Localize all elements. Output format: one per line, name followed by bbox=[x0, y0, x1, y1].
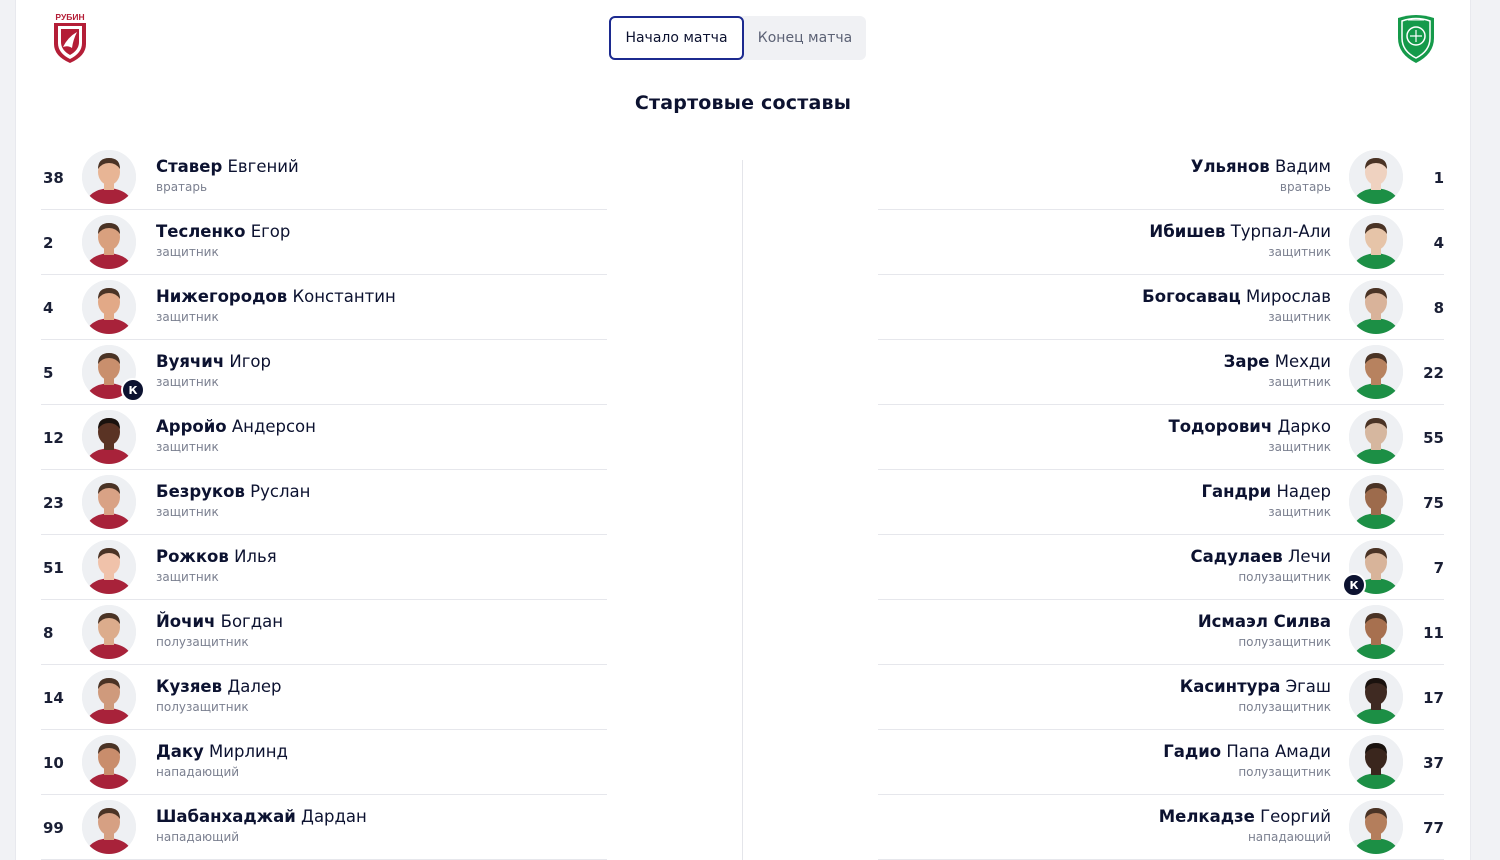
player-avatar[interactable] bbox=[82, 605, 136, 659]
player-first-name: Папа Амади bbox=[1226, 742, 1331, 761]
player-surname: Рожков bbox=[156, 547, 229, 566]
tab-match-start[interactable]: Начало матча bbox=[609, 16, 744, 60]
player-surname: Гадио bbox=[1163, 742, 1222, 761]
player-first-name: Андерсон bbox=[231, 417, 316, 436]
player-first-name: Константин bbox=[292, 287, 396, 306]
player-first-name: Эгаш bbox=[1285, 677, 1331, 696]
player-row[interactable] bbox=[878, 145, 1444, 210]
player-position: вратарь bbox=[156, 180, 208, 194]
player-number: 55 bbox=[1423, 429, 1444, 447]
player-position: защитник bbox=[156, 570, 219, 584]
player-avatar[interactable] bbox=[1349, 800, 1403, 854]
player-number: 12 bbox=[43, 429, 64, 447]
akhmat-crest-icon bbox=[1394, 12, 1438, 64]
player-first-name: Мирослав bbox=[1246, 287, 1331, 306]
player-first-name: Егор bbox=[250, 222, 291, 241]
player-avatar[interactable] bbox=[1349, 670, 1403, 724]
player-name[interactable] bbox=[1201, 482, 1331, 501]
player-number: 23 bbox=[43, 494, 64, 512]
player-number: 99 bbox=[43, 819, 64, 837]
player-surname: Шабанхаджай bbox=[156, 807, 296, 826]
player-avatar[interactable] bbox=[82, 735, 136, 789]
player-number: 1 bbox=[1433, 169, 1444, 187]
player-row[interactable] bbox=[41, 665, 607, 730]
player-row[interactable] bbox=[41, 405, 607, 470]
player-surname: Гандри bbox=[1201, 482, 1272, 501]
player-first-name: Руслан bbox=[250, 482, 311, 501]
player-name[interactable] bbox=[156, 352, 271, 371]
player-name[interactable] bbox=[1159, 807, 1331, 826]
player-name[interactable] bbox=[156, 612, 283, 631]
player-number: 51 bbox=[43, 559, 64, 577]
player-first-name: Вадим bbox=[1274, 157, 1331, 176]
player-first-name: Лечи bbox=[1287, 547, 1331, 566]
player-position: полузащитник bbox=[156, 700, 249, 714]
player-number: 11 bbox=[1423, 624, 1444, 642]
player-surname: Ставер bbox=[156, 157, 223, 176]
player-avatar[interactable] bbox=[1349, 150, 1403, 204]
player-row[interactable] bbox=[41, 340, 607, 405]
player-avatar[interactable] bbox=[82, 475, 136, 529]
player-avatar[interactable] bbox=[1349, 605, 1403, 659]
captain-badge: К bbox=[1342, 573, 1366, 597]
player-row[interactable] bbox=[878, 210, 1444, 275]
player-surname: Арройо bbox=[156, 417, 227, 436]
player-position: защитник bbox=[156, 310, 219, 324]
player-avatar[interactable] bbox=[1349, 475, 1403, 529]
home-lineup bbox=[41, 145, 607, 860]
player-first-name: Дардан bbox=[301, 807, 367, 826]
player-number: 14 bbox=[43, 689, 64, 707]
player-row[interactable] bbox=[41, 275, 607, 340]
player-row[interactable] bbox=[41, 795, 607, 860]
player-first-name: Мирлинд bbox=[209, 742, 288, 761]
player-avatar[interactable] bbox=[1349, 410, 1403, 464]
player-position: полузащитник bbox=[1238, 570, 1331, 584]
player-name[interactable] bbox=[156, 482, 310, 501]
player-position: защитник bbox=[156, 505, 219, 519]
player-name[interactable] bbox=[156, 157, 299, 176]
player-avatar[interactable] bbox=[1349, 345, 1403, 399]
player-position: защитник bbox=[1268, 245, 1331, 259]
player-first-name: Далер bbox=[227, 677, 282, 696]
captain-badge: К bbox=[121, 378, 145, 402]
player-name[interactable] bbox=[1191, 157, 1331, 176]
player-row[interactable] bbox=[41, 730, 607, 795]
player-first-name: Дарко bbox=[1277, 417, 1331, 436]
player-surname: Исмаэл Силва bbox=[1197, 612, 1331, 631]
player-position: защитник bbox=[1268, 375, 1331, 389]
player-first-name: Игор bbox=[229, 352, 271, 371]
player-avatar[interactable] bbox=[82, 410, 136, 464]
player-name[interactable] bbox=[1191, 547, 1331, 566]
player-row[interactable] bbox=[878, 600, 1444, 665]
player-row[interactable] bbox=[878, 405, 1444, 470]
player-surname: Йочич bbox=[156, 612, 216, 631]
player-row[interactable] bbox=[878, 730, 1444, 795]
player-position: нападающий bbox=[156, 830, 240, 844]
player-avatar[interactable] bbox=[82, 540, 136, 594]
section-title: Стартовые составы bbox=[634, 92, 852, 114]
player-row[interactable] bbox=[878, 665, 1444, 730]
player-position: защитник bbox=[156, 440, 219, 454]
player-name[interactable] bbox=[1149, 222, 1331, 241]
player-first-name: Илья bbox=[234, 547, 277, 566]
player-surname: Касинтура bbox=[1179, 677, 1281, 696]
player-number: 4 bbox=[43, 299, 54, 317]
player-position: вратарь bbox=[1279, 180, 1331, 194]
player-name[interactable] bbox=[156, 742, 288, 761]
player-row[interactable] bbox=[41, 600, 607, 665]
player-name[interactable] bbox=[1198, 612, 1331, 631]
player-first-name: Надер bbox=[1276, 482, 1331, 501]
player-number: 4 bbox=[1433, 234, 1444, 252]
player-position: защитник bbox=[1268, 310, 1331, 324]
player-number: 8 bbox=[1433, 299, 1444, 317]
player-avatar[interactable] bbox=[1349, 735, 1403, 789]
player-row[interactable] bbox=[41, 535, 607, 600]
player-row[interactable] bbox=[41, 210, 607, 275]
player-name[interactable] bbox=[1142, 287, 1331, 306]
player-row[interactable] bbox=[878, 795, 1444, 860]
player-avatar[interactable] bbox=[82, 670, 136, 724]
player-row[interactable] bbox=[878, 275, 1444, 340]
player-surname: Нижегородов bbox=[156, 287, 288, 306]
player-row[interactable] bbox=[878, 535, 1444, 600]
player-number: 38 bbox=[43, 169, 64, 187]
player-position: защитник bbox=[156, 375, 219, 389]
player-row[interactable] bbox=[41, 470, 607, 535]
player-surname: Тесленко bbox=[156, 222, 246, 241]
player-number: 75 bbox=[1423, 494, 1444, 512]
player-first-name: Евгений bbox=[227, 157, 299, 176]
player-surname: Садулаев bbox=[1190, 547, 1283, 566]
player-name[interactable] bbox=[1224, 352, 1331, 371]
player-surname: Даку bbox=[156, 742, 204, 761]
player-number: 22 bbox=[1423, 364, 1444, 382]
player-avatar[interactable] bbox=[82, 800, 136, 854]
away-lineup bbox=[878, 145, 1444, 860]
player-surname: Мелкадзе bbox=[1158, 807, 1255, 826]
player-position: защитник bbox=[156, 245, 219, 259]
rubin-logo[interactable] bbox=[50, 12, 90, 68]
player-number: 37 bbox=[1423, 754, 1444, 772]
player-name[interactable] bbox=[156, 417, 316, 436]
player-surname: Безруков bbox=[156, 482, 245, 501]
player-surname: Ульянов bbox=[1190, 157, 1270, 176]
player-avatar[interactable] bbox=[82, 280, 136, 334]
player-number: 17 bbox=[1423, 689, 1444, 707]
tab-match-end[interactable]: Конец матча bbox=[757, 30, 853, 46]
player-name[interactable] bbox=[156, 222, 290, 241]
player-row[interactable] bbox=[878, 470, 1444, 535]
player-name[interactable] bbox=[156, 547, 277, 566]
player-name[interactable] bbox=[1163, 742, 1331, 761]
player-position: нападающий bbox=[156, 765, 240, 779]
player-surname: Кузяев bbox=[156, 677, 223, 696]
player-first-name: Георгий bbox=[1260, 807, 1331, 826]
player-row[interactable] bbox=[878, 340, 1444, 405]
akhmat-logo[interactable] bbox=[1394, 12, 1438, 68]
player-first-name: Турпал-Али bbox=[1230, 222, 1331, 241]
player-number: 5 bbox=[43, 364, 54, 382]
player-number: 10 bbox=[43, 754, 64, 772]
player-row[interactable] bbox=[41, 145, 607, 210]
player-name[interactable] bbox=[156, 287, 396, 306]
lineups-card bbox=[15, 0, 1471, 860]
player-surname: Заре bbox=[1223, 352, 1270, 371]
player-surname: Тодорович bbox=[1168, 417, 1273, 436]
player-position: полузащитник bbox=[156, 635, 249, 649]
player-first-name: Богдан bbox=[220, 612, 284, 631]
player-avatar[interactable] bbox=[1349, 280, 1403, 334]
rubin-crest-icon bbox=[50, 12, 90, 64]
player-avatar[interactable] bbox=[82, 150, 136, 204]
player-avatar[interactable] bbox=[1349, 215, 1403, 269]
player-first-name: Мехди bbox=[1274, 352, 1331, 371]
player-position: полузащитник bbox=[1238, 700, 1331, 714]
player-position: нападающий bbox=[1247, 830, 1331, 844]
player-name[interactable] bbox=[156, 807, 367, 826]
match-phase-tabs bbox=[609, 16, 866, 60]
rubin-logo-text: РУБИН bbox=[55, 12, 85, 22]
player-name[interactable] bbox=[1180, 677, 1331, 696]
player-position: полузащитник bbox=[1238, 765, 1331, 779]
player-position: защитник bbox=[1268, 505, 1331, 519]
player-name[interactable] bbox=[1168, 417, 1331, 436]
player-position: полузащитник bbox=[1238, 635, 1331, 649]
player-number: 8 bbox=[43, 624, 54, 642]
player-position: защитник bbox=[1268, 440, 1331, 454]
player-name[interactable] bbox=[156, 677, 282, 696]
player-avatar[interactable] bbox=[82, 215, 136, 269]
player-surname: Вуячич bbox=[156, 352, 225, 371]
player-number: 77 bbox=[1423, 819, 1444, 837]
teams-divider bbox=[742, 160, 743, 860]
player-number: 7 bbox=[1433, 559, 1444, 577]
player-surname: Богосавац bbox=[1142, 287, 1241, 306]
player-surname: Ибишев bbox=[1149, 222, 1226, 241]
player-number: 2 bbox=[43, 234, 54, 252]
